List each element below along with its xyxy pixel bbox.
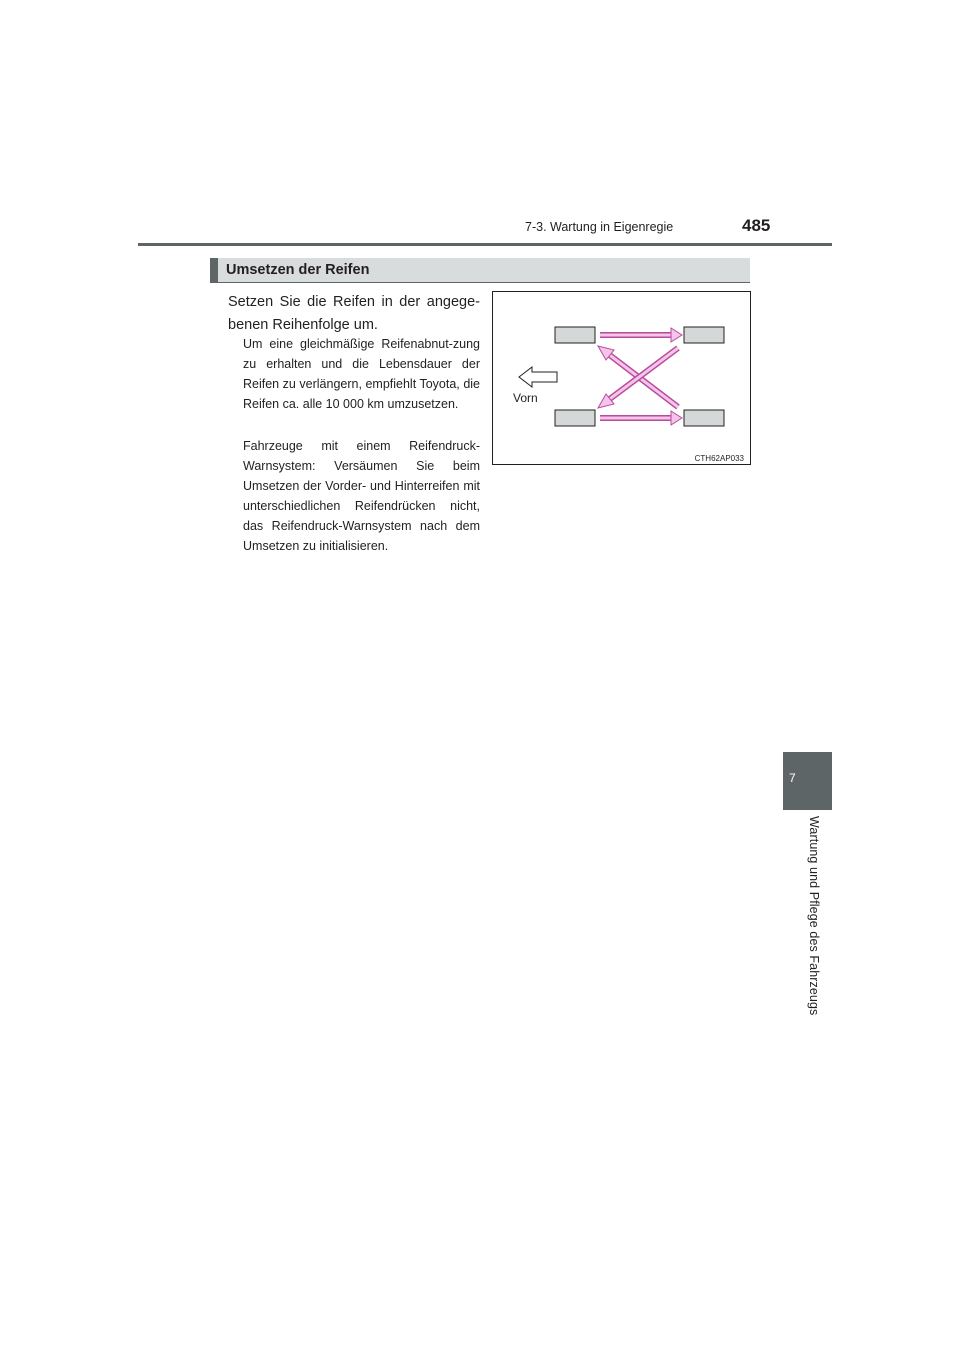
tire-front-left bbox=[555, 327, 595, 343]
tire-rotation-figure bbox=[492, 291, 751, 465]
section-title-divider bbox=[210, 282, 750, 283]
tire-rear-left bbox=[684, 327, 724, 343]
tire-rear-right bbox=[684, 410, 724, 426]
note-paragraph-1: Um eine gleichmäßige Reifenabnut-zung zu erhalten und die Lebensdauer der Reifen zu verlängern, empfiehlt Toyota, die Reifen ca. alle 10 000 km umzusetzen. bbox=[243, 337, 480, 411]
chapter-tab bbox=[783, 752, 832, 810]
figure-code: CTH62AP033 bbox=[694, 454, 744, 463]
chapter-title: Wartung und Pflege des Fahrzeugs bbox=[807, 816, 821, 1016]
page-number: 485 bbox=[742, 216, 771, 235]
tire-rotation-diagram bbox=[492, 291, 751, 465]
section-title bbox=[210, 258, 750, 282]
direction-label: Vorn bbox=[513, 391, 538, 405]
chapter-number: 7 bbox=[789, 771, 796, 785]
header-divider bbox=[138, 243, 832, 246]
lead-paragraph: Setzen Sie die Reifen in der angege-benen Reihenfolge um. bbox=[228, 294, 480, 333]
tire-front-right bbox=[555, 410, 595, 426]
running-header-section: 7-3. Wartung in Eigenregie bbox=[525, 220, 674, 234]
section-title-text: Umsetzen der Reifen bbox=[226, 262, 370, 278]
note-paragraph-2: Fahrzeuge mit einem Reifendruck-Warnsystem: Versäumen Sie beim Umsetzen der Vorder- und Hinterreifen mit unterschiedlichen Reifendrücken nicht, das Reifendruck-Warnsystem nach dem Umsetzen zu initialisieren. bbox=[243, 439, 480, 553]
